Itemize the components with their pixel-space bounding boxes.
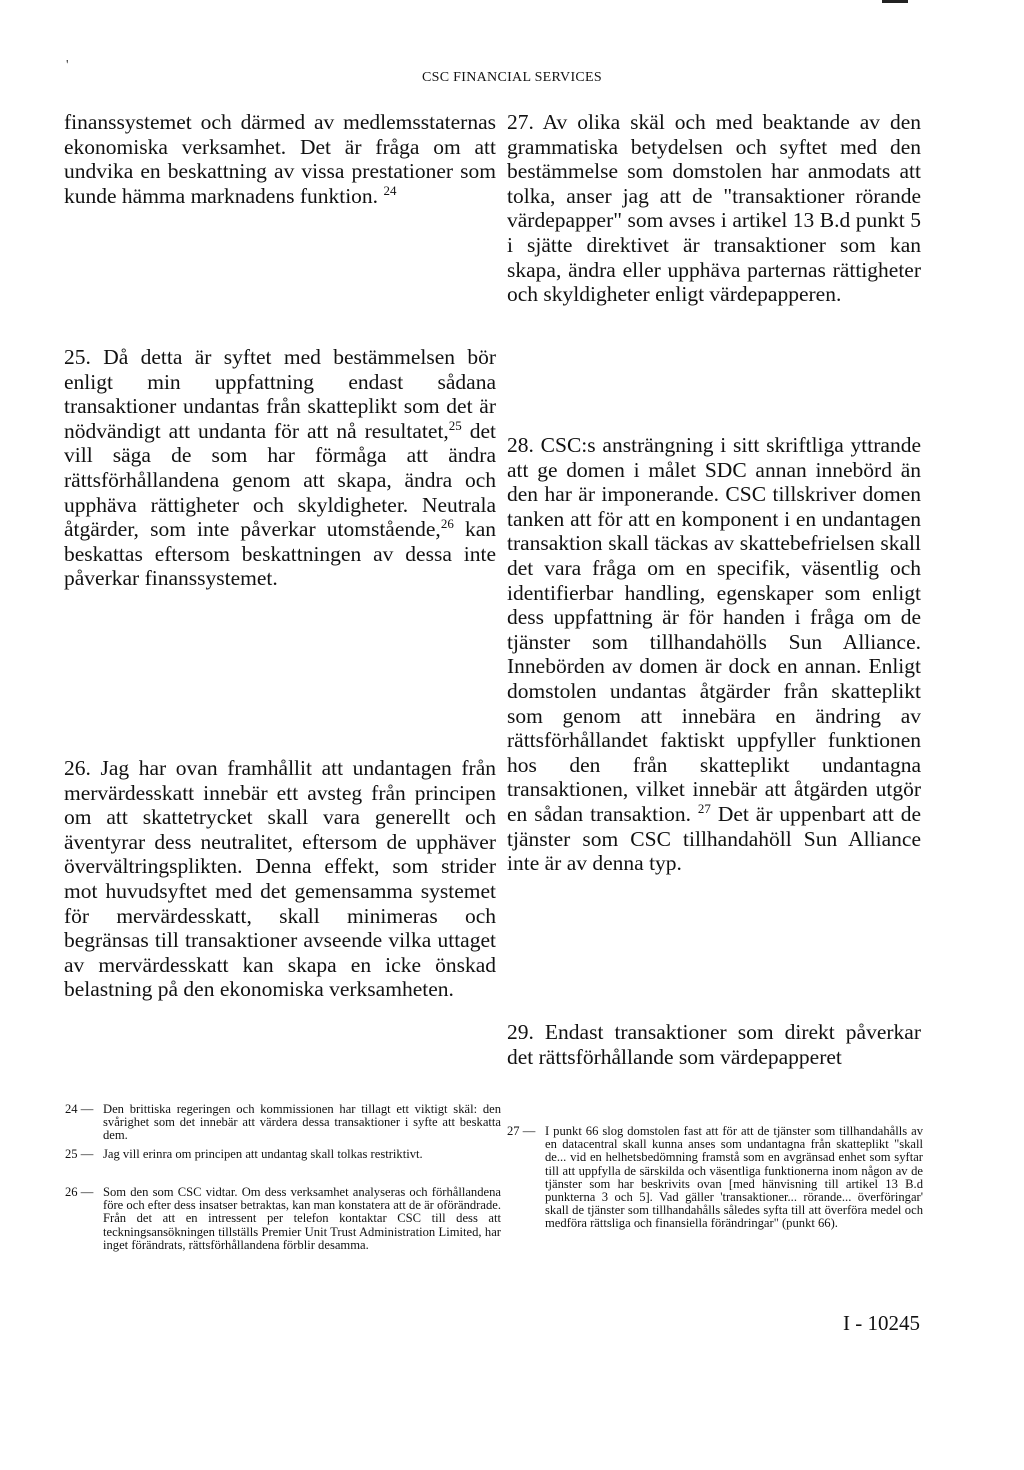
footnote-label: 26 — [65, 1185, 94, 1199]
paragraph-24-continuation: finanssystemet och därmed av medlemsstaternas ekonomiska verksamhet. Det är fråga om att undvika en beskattning av vissa prestationer som kunde hämma marknadens funktion. $^{24}$ [64, 110, 496, 208]
footnote-label: 24 — [65, 1102, 94, 1116]
paragraph-29: 29. Endast transaktioner som direkt påverkar det rättsförhållande som värdepapperet [507, 1020, 921, 1069]
footnote-25: 25 — Jag vill erinra om principen att undantag skall tolkas restriktivt. [65, 1147, 423, 1161]
footnote-ref-26[interactable]: 26 [440, 516, 454, 532]
footnote-label: 25 — [65, 1147, 94, 1161]
footnote-27: 27 — I punkt 66 slog domstolen fast att för att de tjänster som tillhandahålls av en datacentral skall kunna anses som undantagna från skatteplikt "skall de... vid en helhetsbedömning framstå som en avgränsad enhet som syftar till att uppfylla de särskilda och väsentliga funktionerna inom någon av de tjänster som har beskrivits ovan [med hänvisning till artikel 13 B.d punkterna 3 och 5]. Vad gäller 'transaktioner... rörande... överföringar' skall de tjänster som tillhandahålls således syfta till att överföra medel och medföra rättsliga och finansiella förändringar" (punkt 66). [507, 1124, 923, 1231]
page-number: I - 10245 [843, 1311, 920, 1335]
paragraph-27: 27. Av olika skäl och med beaktande av den grammatiska betydelsen och syftet med den bestämmelse som domstolen har anmodats att tolka, anser jag att de "transaktioner rörande värdepapper" som avses i artikel 13 B.d punkt 5 i sjätte direktivet är transaktioner som kan skapa, ändra eller upphäva parternas rättigheter och skyldigheter enligt värdepapperen. [507, 110, 921, 307]
footnote-ref-24[interactable]: 24 [383, 182, 397, 198]
footnote-26: 26 — Som den som CSC vidtar. Om dess verksamhet analyseras och förhållandena före och efter dess insatser betraktas, kan man konstatera att de är oförändrade. Från det att en intressent per telefon kontaktar CSC till dess att teckningsansökningen tillställs Premier Unit Trust Administration Limited, har inget förändrats, rättsförhållandena förblir desamma. [65, 1185, 501, 1252]
footnote-ref-27[interactable]: 27 [697, 800, 711, 816]
paragraph-25: 25. Då detta är syftet med bestämmelsen bör enligt min uppfattning endast sådana transaktioner undantas från skatteplikt som det är nödvändigt att undanta för att nå resultatet,$^{25}$ det vill säga de som har förmåga att ändra rättsförhållandena genom att skapa, ändra och upphäva rättigheter och skyldigheter. Neutrala åtgärder, som inte påverkar utomstående,$^{26}$ kan beskattas eftersom beskattningen av dessa inte påverkar finanssystemet. [64, 345, 496, 591]
paragraph-28: 28. CSC:s ansträngning i sitt skriftliga yttrande att ge domen i målet SDC annan innebörd än den har är imponerande. CSC tillskriver domen tanken att för att en komponent i en undantagen transaktion skall täckas av skattebefrielsen skall det vara fråga om en specifik, väsentlig och identifierbar handling, egenskaper som enligt dess uppfattning är för handen i fråga om de tjänster som tillhandahölls Sun Alliance. Innebörden av domen är dock en annan. Enligt domstolen undantas åtgärder från skatteplikt som genom att innebära en ändring av rättsförhållandet faktiskt uppfyller funktionen hos den från skatteplikt undantagna transaktionen, vilket innebär att åtgärden utgör en sådan transaktion. $^{27}$ Det är uppenbart att de tjänster som CSC tillhandahöll Sun Alliance inte är av denna typ. [507, 433, 922, 876]
running-header: CSC FINANCIAL SERVICES [422, 70, 602, 85]
scan-mark: ' [66, 58, 69, 73]
footnote-label: 27 — [507, 1124, 536, 1138]
footnote-ref-25[interactable]: 25 [448, 417, 462, 433]
scan-mark [882, 0, 908, 3]
paragraph-26: 26. Jag har ovan framhållit att undantagen från mervärdesskatt innebär ett avsteg från principen om att skattetrycket skall vara generellt och äventyrar dess neutralitet, eftersom de upphäver övervältringsplikten. Denna effekt, som strider mot huvudsyftet med det gemensamma systemet för mervärdesskatt, skall minimeras och begränsas till transaktioner avseende vilka uttaget av mervärdesskatt kan skapa en icke önskad belastning på den ekonomiska verksamheten. [64, 756, 496, 1002]
footnote-24: 24 — Den brittiska regeringen och kommissionen har tillagt ett viktigt skäl: den svårighet som det innebär att värdera dessa transaktioner i syfte att beskatta dem. [65, 1102, 501, 1143]
